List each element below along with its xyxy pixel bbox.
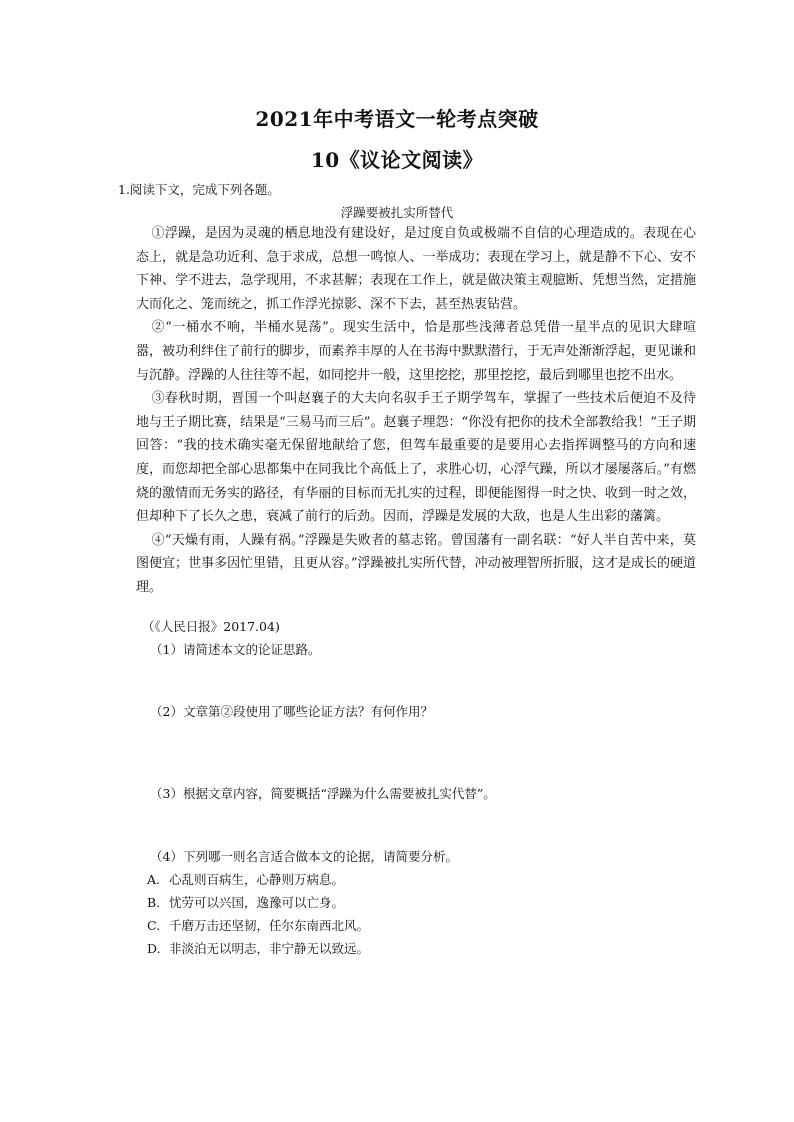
article-paragraph-3: ③春秋时期，晋国一个叫赵襄子的大夫向名驭手王子期学驾车，掌握了一些技术后便迫不及待地与王子期比赛，结果是“三易马而三后”。赵襄子埋怨：“你没有把你的技术全部教给我！”王子期回答：“我的技术确实毫无保留地献给了您，但驾车最重要的是要用心去指挥调整马的方向和速度，而您却把全部心思都集中在同我比个高低上了，求胜心切，心浮气躁，所以才屡屡落后。”有燃烧的激情而无务实的路径，有华丽的目标而无扎实的过程，即便能图得一时之快、收到一时之效，但却种下了长久之患，衰减了前行的后劲。因而，浮躁是发展的大敌，也是人生出彩的藩篱。 xyxy=(136,391,696,525)
document-title: 2021年中考语文一轮考点突破 xyxy=(255,107,539,131)
article-paragraph-2: ②“一桶水不响，半桶水晃荡”。现实生活中，恰是那些浅薄者总凭借一星半点的见识大肆喧嚣，被功利绊住了前行的脚步，而素养丰厚的人在书海中默默潜行，于无声处渐渐浮起，更见谦和与沉静。浮躁的人往往等不起，如同挖井一般，这里挖挖，那里挖挖，最后到哪里也挖不出水。 xyxy=(136,320,696,383)
option-text: 心乱则百病生，心静则万病息。 xyxy=(169,872,345,887)
sub-question-3: （3）根据文章内容，简要概括“浮躁为什么需要被扎实代替”。 xyxy=(150,786,496,801)
sub-question-1: （1）请简述本文的论证思路。 xyxy=(150,642,321,657)
option-letter: A. xyxy=(147,872,161,887)
article-paragraph-4: ④“天燥有雨，人躁有祸。”浮躁是失败者的墓志铭。曾国藩有一副名联：“好人半自苦中来，莫图便宜；世事多因忙里错，且更从容。”浮躁被扎实所代替，冲动被理智所折服，这才是成长的硬道理。 xyxy=(136,532,696,595)
option-a xyxy=(147,868,369,891)
sub-question-2: （2）文章第②段使用了哪些论证方法？有何作用？ xyxy=(150,704,433,719)
sub-question-4: （4）下列哪一则名言适合做本文的论据，请简要分析。 xyxy=(150,849,458,864)
article-title: 浮躁要被扎实所替代 xyxy=(340,205,454,220)
article-body xyxy=(136,222,696,600)
option-letter: B. xyxy=(147,895,161,910)
option-letter: D. xyxy=(147,941,161,956)
document-subtitle: 10《议论文阅读》 xyxy=(310,148,484,172)
article-paragraph-1: ①浮躁，是因为灵魂的栖息地没有建设好，是过度自负或极端不自信的心理造成的。表现在心态上，就是急功近利、急于求成，总想一鸣惊人、一举成功；表现在学习上，就是静不下心、安不下神、学不进去，急学现用，不求甚解；表现在工作上，就是做决策主观臆断、凭想当然，定措施大而化之、笼而统之，抓工作浮光掠影、深不下去，甚至热衷钻营。 xyxy=(136,226,696,312)
option-letter: C. xyxy=(147,918,161,933)
question-instruction: 1.阅读下文，完成下列各题。 xyxy=(118,182,280,197)
option-text: 非淡泊无以明志，非宁静无以致远。 xyxy=(169,941,370,956)
option-b xyxy=(147,891,369,914)
option-text: 忧劳可以兴国，逸豫可以亡身。 xyxy=(169,895,345,910)
answer-options xyxy=(147,868,369,960)
option-text: 千磨万击还坚韧，任尔东南西北风。 xyxy=(169,918,370,933)
article-source: （《人民日报》2017.04) xyxy=(142,619,280,634)
option-d xyxy=(147,937,369,960)
option-c xyxy=(147,914,369,937)
